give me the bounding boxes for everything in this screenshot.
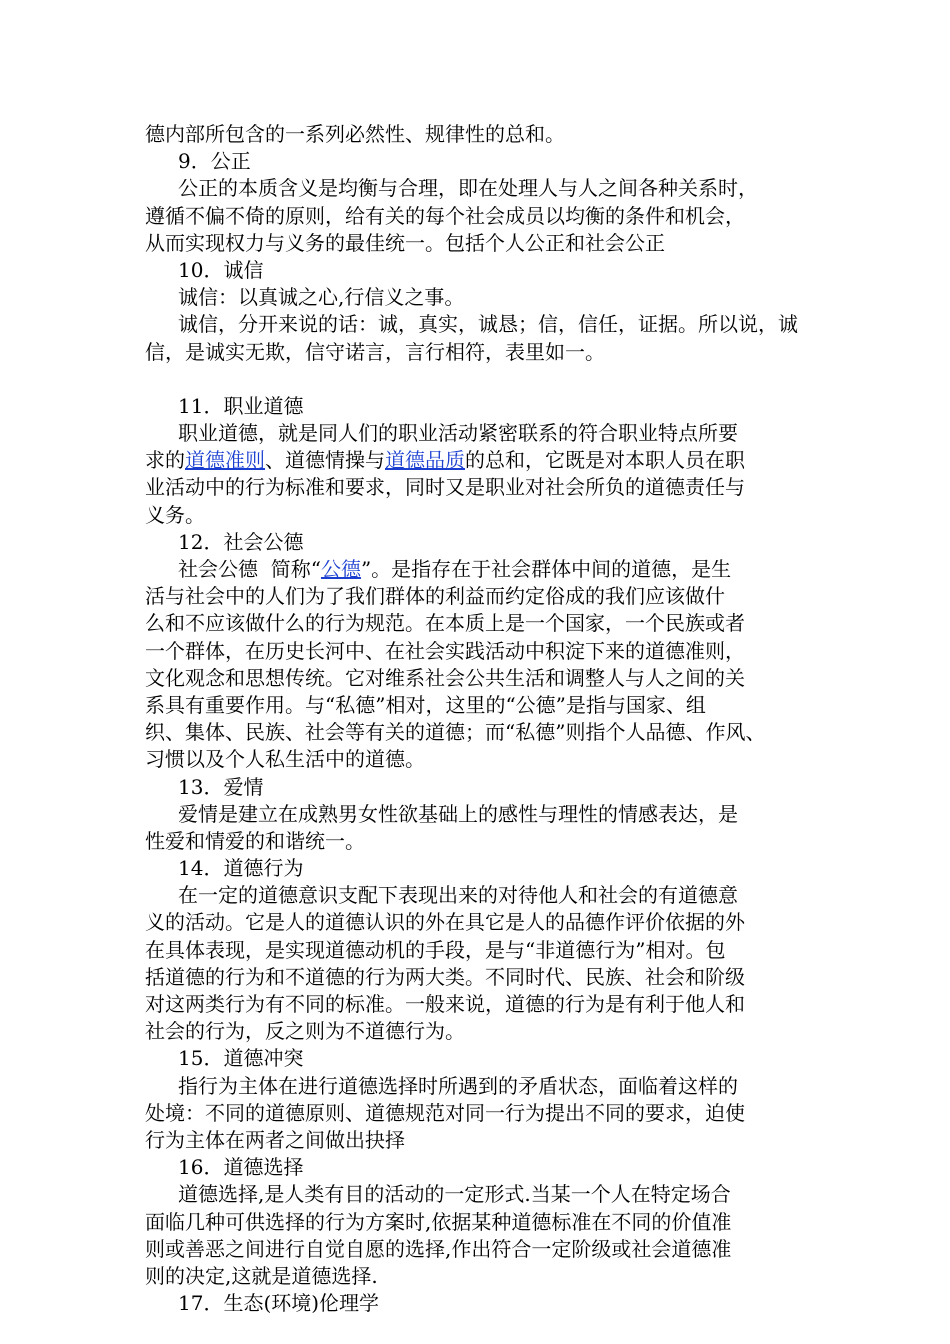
paragraph-line: 德内部所包含的一系列必然性、规律性的总和。 — [145, 122, 565, 146]
section-heading-social-ethics: 12．社会公德 — [178, 529, 304, 554]
paragraph-line: 对这两类行为有不同的标准。一般来说，道德的行为是有利于他人和 — [145, 992, 745, 1016]
moral-quality-link[interactable]: 道德品质 — [385, 448, 465, 473]
paragraph-line: 活与社会中的人们为了我们群体的利益而约定俗成的我们应该做什 — [145, 584, 725, 609]
paragraph-line: 行为主体在两者之间做出抉择 — [145, 1127, 405, 1152]
paragraph-line: 指行为主体在进行道德选择时所遇到的矛盾状态，面临着这样的 — [178, 1073, 738, 1098]
section-heading-moral-choice: 16．道德选择 — [178, 1155, 304, 1180]
paragraph-line: 处境：不同的道德原则、道德规范对同一行为提出不同的要求，迫使 — [145, 1100, 745, 1125]
paragraph-line: 信，是诚实无欺，信守诺言，言行相符，表里如一。 — [145, 339, 605, 364]
blank-line — [145, 366, 813, 393]
text-span: 社会公德 简称“ — [178, 557, 321, 581]
paragraph-line: 习惯以及个人私生活中的道德。 — [145, 747, 425, 772]
moral-principles-link[interactable]: 道德准则 — [185, 448, 265, 473]
section-heading-moral-behavior: 14．道德行为 — [178, 856, 304, 881]
paragraph-line: 道德选择,是人类有目的活动的一定形式.当某一个人在特定场合 — [178, 1182, 731, 1207]
paragraph-line — [145, 447, 813, 474]
paragraph-line — [145, 556, 813, 583]
document-body — [145, 121, 813, 1317]
paragraph-line: 社会的行为，反之则为不道德行为。 — [145, 1019, 465, 1044]
paragraph-line: 么和不应该做什么的行为规范。在本质上是一个国家，一个民族或者 — [145, 611, 745, 636]
section-heading-justice: 9．公正 — [178, 149, 251, 174]
paragraph-line: 职业道德，就是同人们的职业活动紧密联系的符合职业特点所要 — [178, 421, 738, 446]
public-morality-link[interactable]: 公德 — [320, 557, 361, 581]
paragraph-line: 织、集体、民族、社会等有关的道德；而“私德”则指个人品德、作风、 — [145, 720, 766, 745]
text-span: 的总和，它既是对本职人员在职 — [465, 448, 745, 473]
paragraph-line: 在具体表现，是实现道德动机的手段，是与“非道德行为”相对。包 — [145, 937, 726, 962]
paragraph-line: 公正的本质含义是均衡与合理，即在处理人与人之间各种关系时， — [178, 176, 758, 201]
paragraph-line: 义务。 — [145, 502, 205, 527]
paragraph-line: 从而实现权力与义务的最佳统一。包括个人公正和社会公正 — [145, 230, 665, 255]
paragraph-line: 系具有重要作用。与“私德”相对，这里的“公德”是指与国家、组 — [145, 692, 706, 717]
section-heading-love: 13．爱情 — [178, 774, 264, 799]
section-heading-professional-ethics: 11．职业道德 — [178, 393, 304, 418]
paragraph-line: 则或善恶之间进行自觉自愿的选择,作出符合一定阶级或社会道德准 — [145, 1236, 732, 1261]
paragraph-line: 面临几种可供选择的行为方案时,依据某种道德标准在不同的价值准 — [145, 1209, 732, 1234]
paragraph-line: 爱情是建立在成熟男女性欲基础上的感性与理性的情感表达，是 — [178, 801, 738, 826]
section-heading-moral-conflict: 15．道德冲突 — [178, 1046, 304, 1071]
text-span: 求的 — [145, 448, 185, 473]
paragraph-line: 一个群体，在历史长河中、在社会实践活动中积淀下来的道德准则， — [145, 638, 745, 663]
paragraph-line: 诚信，分开来说的话：诚，真实，诚恳；信，信任，证据。所以说，诚 — [178, 312, 798, 337]
paragraph-line: 则的决定,这就是道德选择. — [145, 1263, 378, 1288]
paragraph-line: 诚信：以真诚之心,行信义之事。 — [178, 285, 465, 310]
paragraph-line: 括道德的行为和不道德的行为两大类。不同时代、民族、社会和阶级 — [145, 964, 745, 989]
text-span: ”。是指存在于社会群体中间的道德，是生 — [360, 557, 732, 581]
paragraph-line: 性爱和情爱的和谐统一。 — [145, 828, 365, 853]
paragraph-line: 业活动中的行为标准和要求，同时又是职业对社会所负的道德责任与 — [145, 475, 745, 500]
paragraph-line: 义的活动。它是人的道德认识的外在具它是人的品德作评价依据的外 — [145, 910, 745, 935]
paragraph-line: 在一定的道德意识支配下表现出来的对待他人和社会的有道德意 — [178, 883, 738, 908]
paragraph-line: 文化观念和思想传统。它对维系社会公共生活和调整人与人之间的关 — [145, 665, 745, 690]
section-heading-integrity: 10．诚信 — [178, 257, 264, 282]
paragraph-line: 遵循不偏不倚的原则，给有关的每个社会成员以均衡的条件和机会， — [145, 203, 745, 228]
text-span: 、道德情操与 — [265, 448, 385, 473]
section-heading-ecological-ethics: 17．生态(环境)伦理学 — [178, 1291, 380, 1316]
